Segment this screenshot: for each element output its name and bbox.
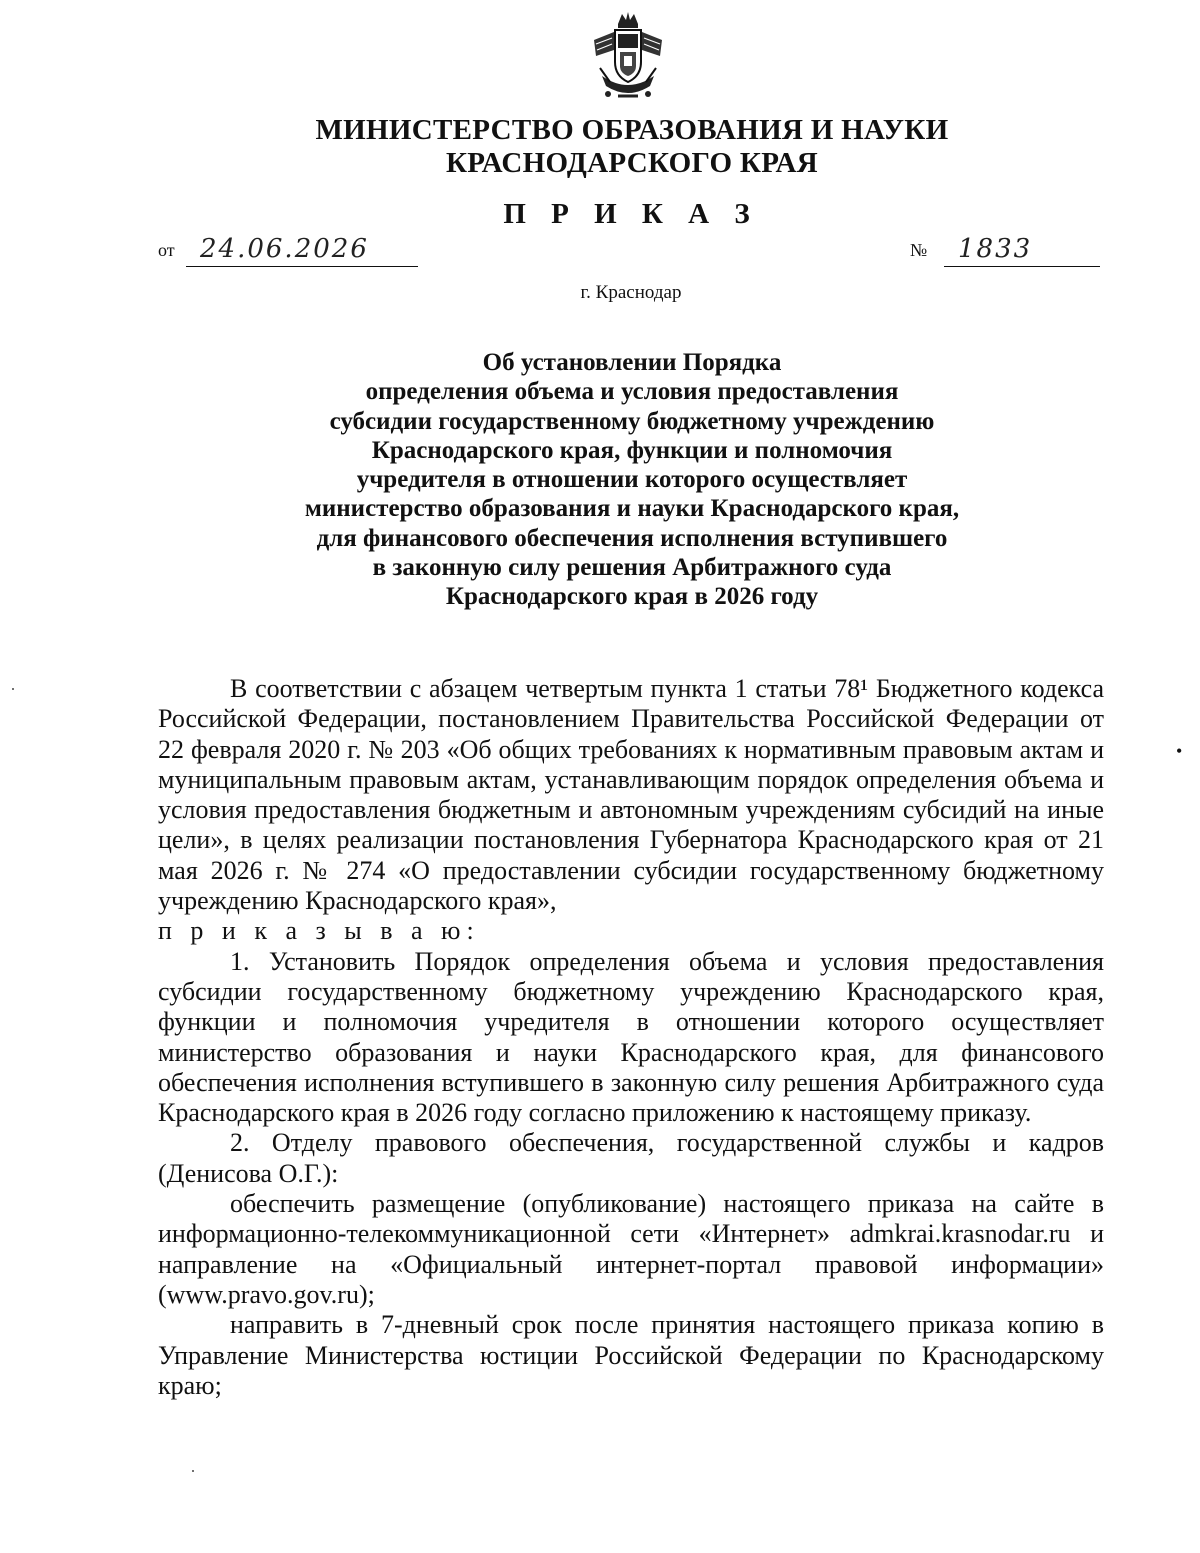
krasnodar-coat-of-arms-icon bbox=[588, 10, 668, 102]
subject-line: Краснодарского края в 2026 году bbox=[445, 583, 819, 611]
ministry-name-line2: КРАСНОДАРСКОГО КРАЯ bbox=[445, 147, 819, 179]
subject-line: Краснодарского края, функции и полномочия bbox=[371, 436, 893, 464]
scan-speck bbox=[12, 688, 14, 690]
document-subject bbox=[0, 348, 1200, 612]
number-prefix-label: № bbox=[910, 240, 928, 260]
subject-line: Об установлении Порядка bbox=[482, 349, 782, 376]
item-2a-paragraph: обеспечить размещение (опубликование) настоящего приказа на сайте в информационно-телекоммуникационной сети «Интернет» admkrai.krasnodar.ru и направление на «Официальный интернет-портал правовой информации» (www.pravo.gov.ru); bbox=[158, 1189, 1104, 1309]
preamble-paragraph: В соответствии с абзацем четвертым пункта 1 статьи 78¹ Бюджетного кодекса Российской Федерации, постановлением Правительства Российской Федерации от 22 февраля 2020 г. № 203 «Об общих требованиях к нормативным правовым актам и муниципальным правовым актам, устанавливающим порядок определения объема и условия предоставления бюджетным и автономным учреждениям субсидий на иные цели», в целях реализации постановления Губернатора Краснодарского края от 21 мая 2026 г. № 274 «О предоставлении субсидии государственному бюджетному учреждению Краснодарского края», bbox=[158, 674, 1104, 916]
number-value-handwritten: 1833 bbox=[958, 234, 1033, 264]
subject-line: определения объема и условия предоставления bbox=[365, 378, 899, 406]
subject-line: субсидии государственному бюджетному учреждению bbox=[329, 407, 935, 435]
date-prefix-label: от bbox=[158, 240, 175, 260]
city-label: г. Краснодар bbox=[580, 282, 682, 303]
item-1-paragraph: 1. Установить Порядок определения объема и условия предоставления субсидии государственному бюджетному учреждению Краснодарского края, функции и полномочия учредителя в отношении которого осуществляет министерство образования и науки Краснодарского края, для финансового обеспечения исполнения вступившего в законную силу решения Арбитражного суда Краснодарского края в 2026 году согласно приложению к настоящему приказу. bbox=[158, 946, 1104, 1128]
margin-mark: • bbox=[1176, 741, 1183, 761]
ministry-name-line1: МИНИСТЕРСТВО ОБРАЗОВАНИЯ И НАУКИ bbox=[315, 114, 949, 146]
item-2-paragraph: 2. Отделу правового обеспечения, государственной службы и кадров (Денисова О.Г.): bbox=[158, 1128, 1104, 1188]
date-value-handwritten: 24.06.2026 bbox=[200, 234, 369, 264]
document-body bbox=[158, 674, 1104, 1401]
subject-line: учредителя в отношении которого осуществляет bbox=[356, 466, 908, 494]
item-2b-paragraph: направить в 7-дневный срок после принятия настоящего приказа копию в Управление Министерства юстиции Российской Федерации по Краснодарскому краю; bbox=[158, 1310, 1104, 1400]
document-type-title: П Р И К А З bbox=[503, 198, 759, 230]
order-word: п р и к а з ы в а ю: bbox=[158, 916, 480, 946]
subject-line: для финансового обеспечения исполнения вступившего bbox=[316, 524, 948, 552]
date-underline bbox=[186, 266, 418, 267]
subject-line: в законную силу решения Арбитражного суда bbox=[372, 554, 892, 582]
subject-line: министерство образования и науки Краснодарского края, bbox=[304, 495, 960, 523]
scan-speck bbox=[192, 1470, 194, 1472]
number-underline bbox=[944, 266, 1100, 267]
